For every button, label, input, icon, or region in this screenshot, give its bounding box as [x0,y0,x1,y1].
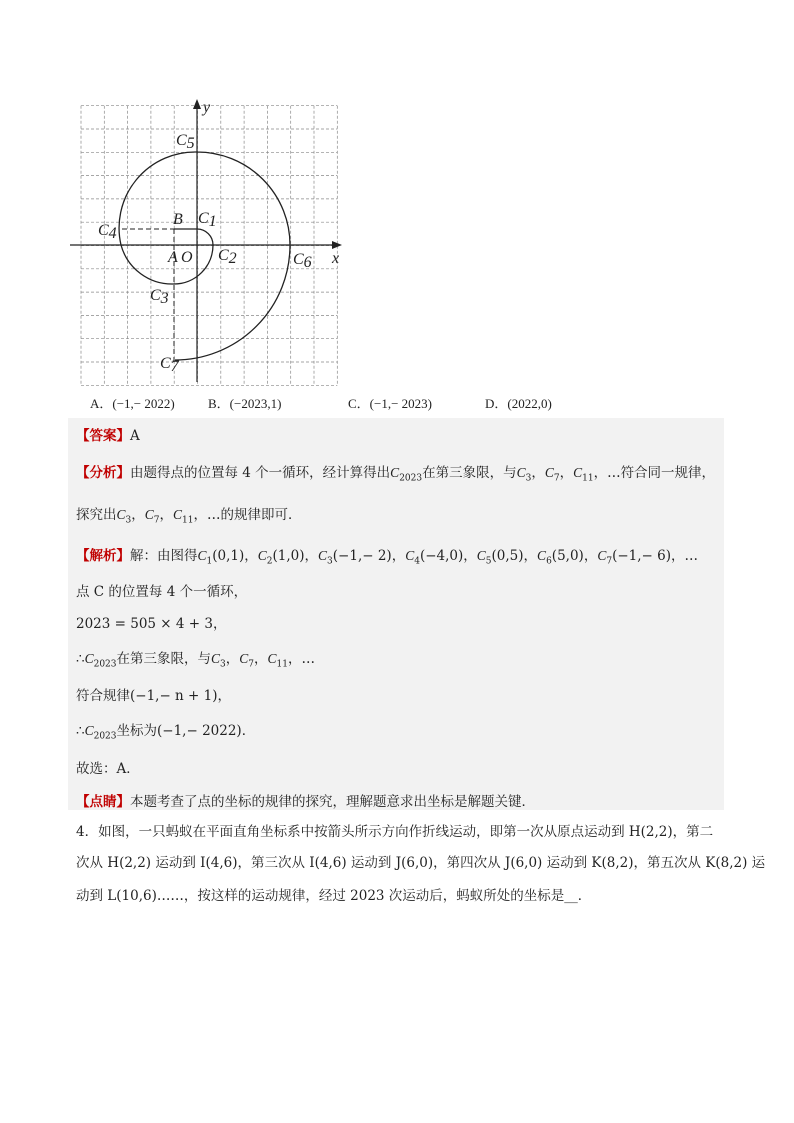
c-subscript: 2023 [93,731,117,742]
coordinate-value: (−1,− 2) [332,548,392,564]
solution-text: ，… [670,548,698,564]
analysis-text: 探究出 [76,507,117,523]
c-symbol: C [116,507,126,522]
point-b-label: B [173,211,183,228]
c-subscript: 11 [182,515,194,526]
solution-line-7: 故选：A． [76,761,140,777]
answer-options [90,393,650,413]
solution-line-2: 点 C 的位置每 4 个一循环， [76,584,248,600]
solution-text: 坐标为(−1,− 2022)． [116,723,256,739]
c-symbol: C [173,507,183,522]
c-subscript: 7 [606,556,613,567]
option-d: D．(2022,0) [485,396,552,411]
x-axis-label: x [332,250,340,267]
answer-tag: 【答案】 [76,428,130,444]
question-4-line-3: 动到 L(10,6)……，按这样的运动规律，经过 2023 次运动后，蚂蚁所处的坐标是__． [76,888,592,904]
c-symbol: C [516,465,526,480]
solution-text: ，… [287,651,315,667]
separator: ， [559,465,574,481]
ellipsis: … [206,507,221,523]
solution-tag: 【解析】 [76,548,130,564]
question-4-line-2: 次从 H(2,2) 运动到 I(4,6)，第三次从 I(4,6) 运动到 J(6,0)，第四次从 J(6,0) 运动到 K(8,2)，第五次从 K(8,2) 运 [76,855,766,871]
solution-line-3: 2023 = 505 × 4 + 3， [76,616,227,632]
c7-label: C7 [160,355,179,375]
separator: ， [225,651,240,667]
answer-value: A [130,428,140,444]
therefore-symbol: ∴ [76,723,85,739]
analysis-text: 符合同一规律， [620,465,716,481]
c-symbol: C [84,723,94,738]
c-symbol: C [84,651,94,666]
ellipsis: … [607,465,621,481]
point-a-label: A [168,249,178,266]
c-subscript: 3 [125,515,132,526]
origin-label: O [181,249,193,266]
separator: ， [244,548,258,564]
separator: ， [193,507,207,523]
y-axis-label: y [203,99,211,116]
option-a: A．(−1,− 2022) [90,396,175,411]
question-4-line-1: 4．如图，一只蚂蚁在平面直角坐标系中按箭头所示方向作折线运动，即第一次从原点运动到 H(2,2)，第二 [76,824,714,840]
c1-label: C1 [198,210,217,230]
c-symbol: C [597,548,607,563]
coordinate-value: (0,5) [491,548,524,564]
c-subscript: 7 [553,473,560,484]
separator: ， [593,465,608,481]
option-b: B．(−2023,1) [208,396,282,411]
separator: ， [583,548,598,564]
c-subscript: 4 [414,556,420,567]
comment-text: 本题考查了点的坐标的规律的探究，理解题意求出坐标是解题关键． [130,794,535,810]
separator: ， [531,465,545,481]
c3-label: C3 [150,287,169,307]
c-subscript: 7 [153,515,160,526]
coordinate-list [197,548,671,567]
c-subscript: 7 [248,659,255,670]
solution-text: 在第三象限，与 [116,651,212,667]
coordinate-value: (1,0) [272,548,305,564]
c-subscript: 5 [485,556,492,567]
analysis-line-2 [76,503,301,526]
solution-line-5: 符合规律(−1,− n + 1)， [76,688,232,704]
c2-label: C2 [218,247,237,267]
solution-text: 解：由图得 [130,548,198,564]
spiral-path [119,152,290,360]
c-symbol: C [405,548,415,563]
analysis-text: 由题得点的位置每 4 个一循环，经计算得出 [130,465,391,481]
c-symbol: C [390,465,400,480]
spiral-coordinate-figure [60,92,360,387]
solution-line-4 [76,647,315,670]
c-subscript: 1 [206,556,213,567]
separator: ， [159,507,173,523]
c-symbol: C [476,548,486,563]
c-symbol: C [144,507,154,522]
therefore-symbol: ∴ [76,651,85,667]
coordinate-value: (−1,− 6) [612,548,671,564]
c-subscript: 3 [327,556,333,567]
c-subscript: 11 [276,659,288,670]
coordinate-value: (0,1) [212,548,245,564]
c6-label: C6 [293,251,312,271]
c5-label: C5 [176,132,195,152]
separator: ， [131,507,145,523]
c-subscript: 3 [525,473,532,484]
c-symbol: C [239,651,249,666]
coordinate-value: (−4,0) [419,548,464,564]
analysis-text: 的规律即可． [220,507,302,523]
c-symbol: C [197,548,207,563]
c-subscript: 2023 [93,659,117,670]
option-c: C．(−1,− 2023) [348,396,432,411]
c-subscript: 3 [220,659,226,670]
answer-line [76,424,140,444]
separator: ， [391,548,406,564]
c4-label: C4 [98,222,117,242]
c-symbol: C [573,465,583,480]
c-subscript: 2 [266,556,273,567]
analysis-line-1 [76,461,715,484]
comment-line [76,790,535,810]
c-subscript: 6 [546,556,552,567]
analysis-text: 在第三象限，与 [422,465,517,481]
c-subscript: 11 [582,473,594,484]
y-axis-arrow [193,99,201,109]
solution-line-6 [76,719,255,742]
c-subscript: 2023 [399,473,423,484]
solution-line-1 [76,544,698,567]
c-symbol: C [544,465,554,480]
c-symbol: C [267,651,277,666]
c-symbol: C [211,651,221,666]
c-symbol: C [257,548,267,563]
analysis-tag: 【分析】 [76,465,130,481]
separator: ， [304,548,319,564]
separator: ， [254,651,268,667]
separator: ， [523,548,538,564]
comment-tag: 【点睛】 [76,794,130,810]
coordinate-value: (5,0) [551,548,584,564]
separator: ， [463,548,477,564]
c-symbol: C [537,548,547,563]
c-symbol: C [318,548,328,563]
